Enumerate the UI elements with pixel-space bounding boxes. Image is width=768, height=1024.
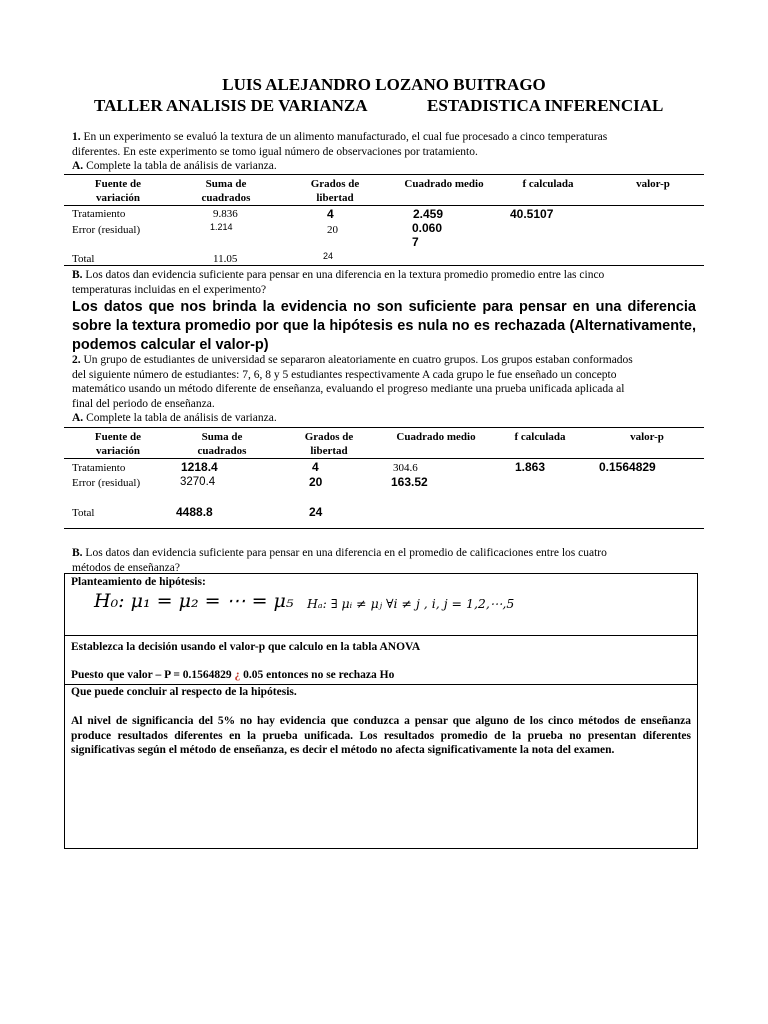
q2-number: 2. (72, 354, 81, 366)
subject-title: ESTADISTICA INFERENCIAL (427, 96, 664, 115)
table1-row1-f: 40.5107 (510, 207, 554, 221)
conclusion-box (64, 684, 698, 849)
table1-header-df: Grados de libertad (310, 178, 360, 204)
table2-header-rule (64, 458, 704, 459)
table1-row1-source: Tratamiento (72, 208, 126, 220)
q1-number: 1. (72, 131, 81, 143)
table2-header-ss: Suma de cuadrados (197, 431, 247, 457)
q1-parta-letter: A. (72, 160, 84, 172)
table1-row2-source: Error (residual) (72, 224, 141, 236)
table1-top-rule (64, 174, 704, 175)
q1-partb-line2: temperaturas incluidas en el experimento? (72, 283, 267, 296)
table2-bottom-rule (64, 528, 704, 529)
q2-partb-line1: Los datos dan evidencia suficiente para pensar en una diferencia en el promedio de calificaciones entre los cuatro (85, 547, 607, 559)
table2-total-df: 24 (309, 505, 323, 519)
decision-statement (71, 668, 691, 683)
comparison-symbol: ¿ (234, 669, 241, 681)
table2-row1-source: Tratamiento (72, 462, 126, 474)
table2-header-f: f calculada (514, 431, 566, 443)
table2-header-pvalue: valor-p (630, 431, 664, 443)
q1-parta-text: Complete la tabla de análisis de varianza. (86, 160, 277, 172)
decision-text-pre: Puesto que valor – P = 0.1564829 (71, 669, 235, 681)
table2-row2-df: 20 (309, 475, 323, 489)
table1-header-source: Fuente de variación (94, 178, 142, 204)
q1-partb (72, 268, 696, 297)
table2-total-ss: 4488.8 (176, 505, 213, 519)
table2-header-df: Grados de libertad (304, 431, 354, 457)
q1-partb-line1: Los datos dan evidencia suficiente para pensar en una diferencia en la textura promedio promedio entre las cinco (85, 269, 605, 281)
table2-header-source: Fuente de variación (94, 431, 142, 457)
table2-row2-ss: 3270.4 (180, 476, 216, 488)
q2-partb-line2: métodos de enseñanza? (72, 561, 180, 574)
q2-intro-line4: final del periodo de enseñanza. (72, 397, 215, 410)
decision-text-post: 0.05 entonces no se rechaza Ho (240, 669, 395, 681)
table2-row1-ms: 304.6 (393, 462, 418, 474)
course-title: TALLER ANALISIS DE VARIANZA (94, 96, 368, 115)
conclusion-text: Al nivel de significancia del 5% no hay evidencia que conduzca a pensar que alguno de los cinco métodos de enseñanza produce resultados diferentes en la prueba unificada. Los resultados promedio de la prueba no presentan diferentes significativas según el método de enseñanza, es decir el método no afecta significativamente la nota del examen. (71, 715, 691, 756)
table2-row1-pvalue: 0.1564829 (599, 460, 656, 474)
conclusion-box-title: Que puede concluir al respecto de la hipótesis. (71, 686, 297, 698)
hypothesis-box-title: Planteamiento de hipótesis: (71, 576, 206, 588)
table1-header-ss: Suma de cuadrados (201, 178, 251, 204)
q2-partb (72, 546, 696, 575)
table1-header-rule (64, 205, 704, 206)
table2-total-source: Total (72, 507, 95, 519)
table1-row1-df: 4 (327, 207, 334, 221)
q1-intro (72, 130, 696, 174)
q2-intro-line3: matemático usando un método diferente de enseñanza, evaluando el progreso mediante una prueba unificada aplicada al (72, 383, 625, 395)
q2-intro-line2: del siguiente número de estudiantes: 7, 6, 8 y 5 estudiantes respectivamente A cada grupo le fue enseñado un concepto (72, 368, 617, 381)
q2-intro-line1: Un grupo de estudiantes de universidad se separaron aleatoriamente en cuatro grupos. Los grupos estaban conformados (83, 354, 633, 366)
table1-row2-ss: 1.214 (210, 222, 233, 232)
q2-intro (72, 353, 696, 426)
table2-row1-ss: 1218.4 (181, 460, 218, 474)
table2-row2-ms: 163.52 (391, 475, 428, 489)
table1-header-f: f calculada (522, 178, 574, 190)
table1-bottom-rule (64, 265, 704, 266)
table1-header-pvalue: valor-p (636, 178, 670, 190)
q1-intro-line1: En un experimento se evaluó la textura de un alimento manufacturado, el cual fue procesado a cinco temperaturas (83, 131, 608, 143)
table2-row2-source: Error (residual) (72, 477, 141, 489)
q2-partb-letter: B. (72, 547, 83, 559)
table2-top-rule (64, 427, 704, 428)
table1-total-df: 24 (323, 251, 334, 261)
table1-header-ms: Cuadrado medio (404, 178, 484, 190)
decision-box-title: Establezca la decisión usando el valor-p que calculo en la tabla ANOVA (71, 641, 421, 653)
q2-parta-text: Complete la tabla de análisis de varianza. (86, 412, 277, 424)
table1-row2-ms: 0.060 7 (412, 221, 443, 249)
table1-total-ss: 11.05 (213, 253, 238, 265)
q1-answer: Los datos que nos brinda la evidencia no son suficiente para pensar en una diferencia sobre la textura promedio por que la hipótesis es nula no es rechazada (Alternativamente, podemos calcular el valor-p) (72, 299, 696, 353)
table1-row1-ss: 9.836 (213, 208, 238, 220)
author-name: LUIS ALEJANDRO LOZANO BUITRAGO (222, 75, 546, 94)
table1-total-source: Total (72, 253, 95, 265)
q1-intro-line2: diferentes. En este experimento se tomo igual número de observaciones por tratamiento. (72, 145, 478, 158)
null-hypothesis: H₀: μ₁ = μ₂ = ⋯ = μ₅ (94, 590, 294, 612)
table2-row1-df: 4 (312, 460, 319, 474)
alternative-hypothesis: Hₐ: ∃ μᵢ ≠ μⱼ ∀i ≠ j , i, j = 1,2,⋯,5 (307, 596, 515, 611)
table1-row1-ms: 2.459 (413, 207, 444, 221)
q1-partb-letter: B. (72, 269, 83, 281)
q2-parta-letter: A. (72, 412, 84, 424)
table1-row2-df: 20 (327, 224, 338, 236)
table2-header-ms: Cuadrado medio (396, 431, 476, 443)
table2-row1-f: 1.863 (515, 460, 546, 474)
